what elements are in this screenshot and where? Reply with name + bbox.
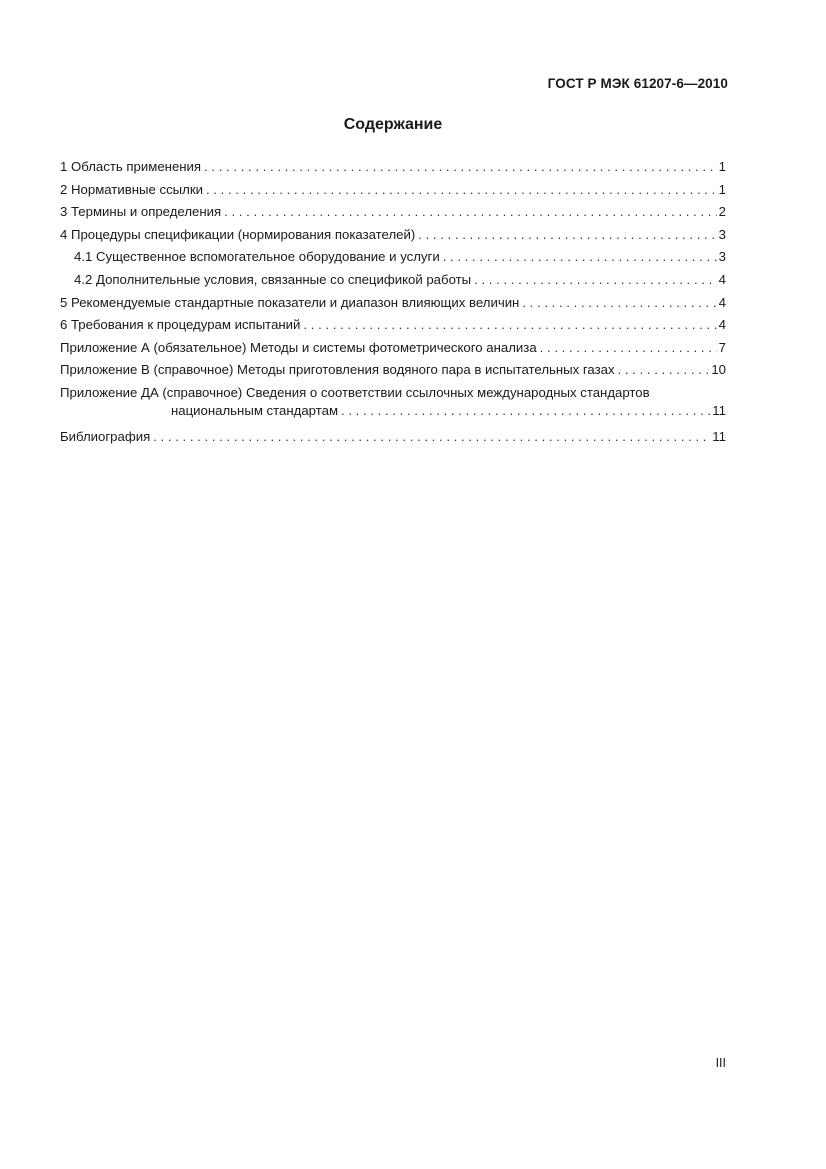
toc-leader-dots [618, 361, 710, 379]
page-number: III [715, 1056, 726, 1070]
toc-entry-continuation [60, 402, 726, 424]
toc-leader-dots [303, 316, 716, 334]
toc-entry-bibliography[interactable] [60, 428, 726, 451]
toc-leader-dots [443, 248, 717, 266]
toc-page-number: 3 [718, 226, 726, 242]
toc-entry-text: 2 Нормативные ссылки [60, 181, 203, 197]
toc-leader-dots [474, 271, 717, 289]
toc-page-number: 10 [711, 362, 726, 378]
toc-entry-appendix-da[interactable] [60, 384, 726, 424]
toc-page-number: 2 [718, 204, 726, 220]
toc-entry-4-1[interactable] [60, 248, 726, 271]
toc-leader-dots [418, 226, 716, 244]
toc-leader-dots [204, 158, 717, 176]
toc-entry-text-continued: национальным стандартам [171, 402, 339, 418]
toc-page-number: 11 [712, 428, 726, 444]
toc-entry-text: 4.1 Существенное вспомогательное оборудование и услуги [74, 249, 440, 265]
toc-page-number: 4 [718, 294, 726, 310]
toc-entry-test-procedures[interactable] [60, 316, 726, 339]
toc-page-number: 1 [718, 159, 726, 174]
toc-entry-text: 1 Область применения [60, 159, 202, 174]
toc-entry-text: 6 Требования к процедурам испытаний [60, 317, 301, 333]
toc-title: Содержание [343, 116, 443, 133]
toc-entry-text: Приложение В (справочное) Методы приготовления водяного пара в испытательных газах [60, 362, 615, 378]
toc-leader-dots [224, 203, 717, 221]
toc-entry-text: Приложение А (обязательное) Методы и системы фотометрического анализа [60, 339, 537, 355]
toc-entry-terms-definitions[interactable] [60, 203, 726, 226]
toc-leader-dots [540, 339, 717, 357]
toc-entry-text: Библиография [60, 428, 151, 444]
toc-entry-text: 5 Рекомендуемые стандартные показатели и диапазон влияющих величин [60, 294, 520, 310]
toc-entry-scope[interactable] [60, 158, 726, 181]
toc-leader-dots [341, 402, 710, 420]
toc-entry-text: 3 Термины и определения [60, 204, 222, 220]
document-id-header: ГОСТ Р МЭК 61207-6—2010 [547, 76, 728, 91]
toc-leader-dots [522, 294, 716, 312]
toc-leader-dots [206, 181, 717, 199]
toc-entry-text: 4.2 Дополнительные условия, связанные со спецификой работы [74, 271, 472, 287]
toc-page-number: 3 [718, 249, 726, 265]
toc-entry-appendix-a[interactable] [60, 339, 726, 362]
toc-page-number: 7 [718, 339, 726, 355]
toc-entry-text: Приложение ДА (справочное) Сведения о соответствии ссылочных международных стандартов [60, 384, 650, 400]
toc-page-number: 1 [718, 181, 726, 197]
toc-leader-dots [153, 428, 710, 446]
toc-entry-specification-procedures[interactable] [60, 226, 726, 249]
toc-page-number: 4 [718, 317, 726, 333]
toc-entry-normative-references[interactable] [60, 181, 726, 204]
toc-entry-recommended-indicators[interactable] [60, 294, 726, 317]
toc-page-number: 4 [718, 271, 726, 287]
toc-page-number: 11 [712, 402, 726, 418]
toc-entry-appendix-b[interactable] [60, 361, 726, 384]
toc-entry-text: 4 Процедуры спецификации (нормирования показателей) [60, 226, 416, 242]
table-of-contents [60, 158, 726, 451]
toc-entry-4-2[interactable] [60, 271, 726, 294]
